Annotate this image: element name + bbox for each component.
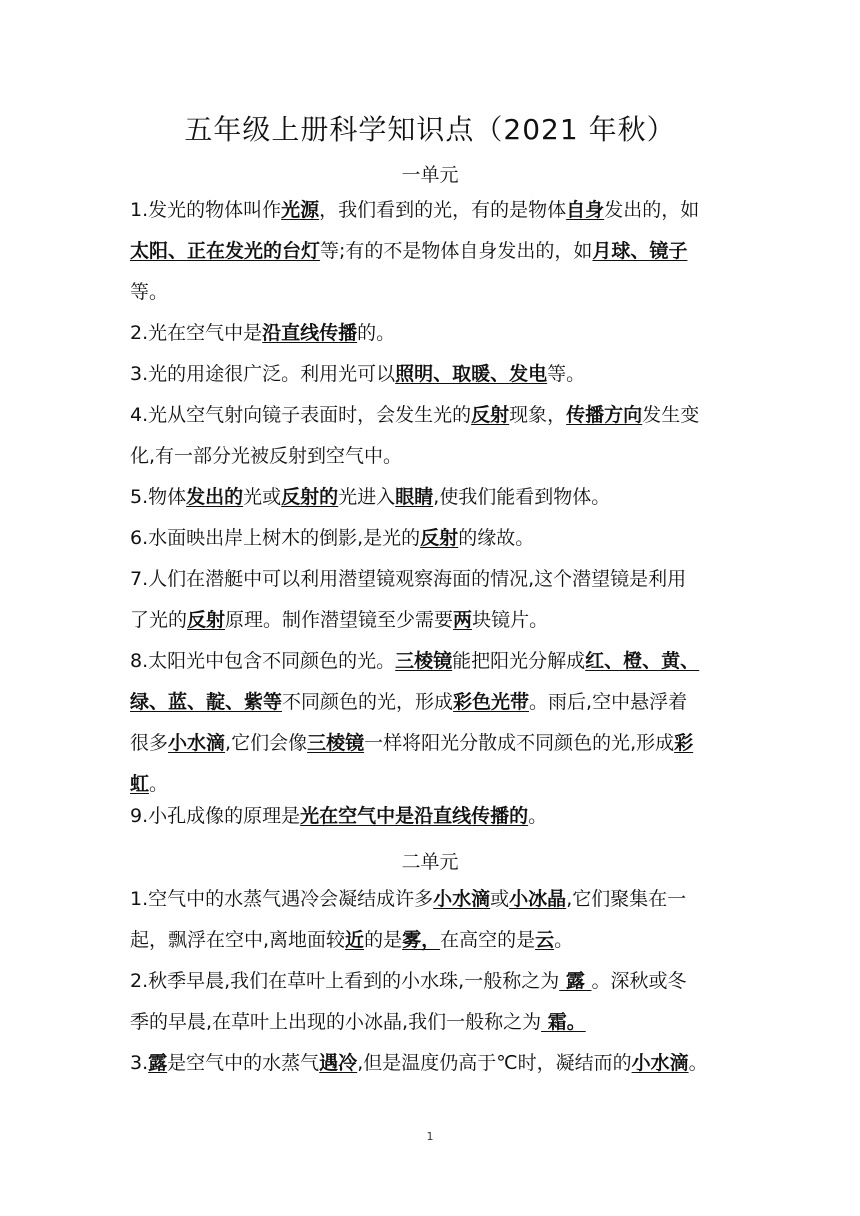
text-line bbox=[130, 600, 730, 641]
text-run: 的缘故。 bbox=[458, 527, 535, 549]
unit2-item-1 bbox=[130, 879, 730, 961]
text-run: 在高空的是 bbox=[440, 929, 536, 951]
keyword: 绿、蓝、靛、紫等 bbox=[130, 691, 283, 713]
text-run: 6.水面映出岸上树木的倒影,是光的 bbox=[130, 527, 421, 549]
text-line bbox=[130, 1002, 730, 1043]
text-line bbox=[130, 682, 730, 723]
text-run: 等。 bbox=[547, 363, 586, 385]
text-run: 8.太阳光中包含不同颜色的光。 bbox=[130, 650, 396, 672]
text-run: 的。 bbox=[357, 322, 396, 344]
keyword: 红、橙、黄、 bbox=[585, 650, 700, 672]
keyword: 传播方向 bbox=[566, 404, 643, 426]
text-run: 。 bbox=[528, 805, 548, 827]
unit-two-heading: 二单元 bbox=[401, 851, 459, 873]
unit1-item-7 bbox=[130, 559, 730, 641]
unit2-item-2 bbox=[130, 961, 730, 1043]
text-run: 。 bbox=[554, 929, 574, 951]
text-run: 。 bbox=[688, 1052, 708, 1074]
text-run: 。 bbox=[149, 773, 169, 795]
keyword: 霜。 bbox=[541, 1011, 586, 1033]
unit1-item-1 bbox=[130, 190, 730, 313]
keyword: 反射 bbox=[471, 404, 510, 426]
keyword: 露 bbox=[148, 1052, 168, 1074]
keyword: 彩色光带 bbox=[453, 691, 530, 713]
text-run: 3. bbox=[130, 1052, 149, 1074]
keyword: 近 bbox=[345, 929, 365, 951]
text-run: ,它们聚集在一 bbox=[566, 888, 687, 910]
keyword: 太阳、正在发光的台灯 bbox=[130, 240, 321, 262]
text-run: 光或 bbox=[243, 486, 282, 508]
unit-one-heading: 一单元 bbox=[401, 164, 459, 186]
keyword: 自身 bbox=[566, 199, 605, 221]
keyword: 眼睛 bbox=[395, 486, 434, 508]
text-run: 1.发光的物体叫作 bbox=[130, 199, 282, 221]
text-run: 能把阳光分解成 bbox=[452, 650, 586, 672]
keyword: 雾， bbox=[402, 929, 441, 951]
text-run: 一样将阳光分散成不同颜色的光,形成 bbox=[364, 732, 675, 754]
page-title: 五年级上册科学知识点（2021 年秋） bbox=[184, 113, 676, 146]
keyword: 彩 bbox=[674, 732, 694, 754]
text-run: 是空气中的水蒸气 bbox=[167, 1052, 320, 1074]
keyword: 沿直线传播 bbox=[262, 322, 358, 344]
text-run: 不同颜色的光，形成 bbox=[282, 691, 454, 713]
text-line: 等。 bbox=[130, 281, 169, 303]
keyword: 小水滴 bbox=[631, 1052, 689, 1074]
text-run: 很多 bbox=[130, 732, 169, 754]
keyword: 虹 bbox=[130, 773, 150, 795]
keyword: 两 bbox=[453, 609, 473, 631]
keyword: 光源 bbox=[281, 199, 320, 221]
keyword: 云 bbox=[535, 929, 555, 951]
unit1-item-2 bbox=[130, 313, 730, 354]
text-run: ,使我们能看到物体。 bbox=[433, 486, 611, 508]
text-line: 7.人们在潜艇中可以利用潜望镜观察海面的情况,这个潜望镜是利用 bbox=[130, 568, 687, 590]
text-line bbox=[130, 477, 730, 518]
text-run: 。雨后,空中悬浮着 bbox=[529, 691, 688, 713]
text-run: 原理。制作潜望镜至少需要 bbox=[225, 609, 454, 631]
keyword: 露 bbox=[559, 970, 592, 992]
keyword: 月球、镜子 bbox=[592, 240, 688, 262]
keyword: 小冰晶 bbox=[509, 888, 567, 910]
text-line bbox=[130, 723, 730, 764]
text-line bbox=[130, 641, 730, 682]
text-run: 块镜片。 bbox=[472, 609, 549, 631]
text-run: 4.光从空气射向镜子表面时，会发生光的 bbox=[130, 404, 472, 426]
keyword: 照明、取暖、发电 bbox=[395, 363, 548, 385]
text-line bbox=[130, 313, 730, 354]
text-run: 5.物体 bbox=[130, 486, 187, 508]
unit1-item-8 bbox=[130, 641, 730, 805]
unit1-item-9 bbox=[130, 796, 730, 837]
text-run: 等;有的不是物体自身发出的，如 bbox=[320, 240, 593, 262]
text-run: 的是 bbox=[364, 929, 403, 951]
text-run: 2.光在空气中是 bbox=[130, 322, 263, 344]
text-run: 发生变 bbox=[642, 404, 700, 426]
text-run: 起，飘浮在空中,离地面较 bbox=[130, 929, 346, 951]
text-run: 3.光的用途很广泛。利用光可以 bbox=[130, 363, 396, 385]
text-run: ，我们看到的光，有的是物体 bbox=[319, 199, 567, 221]
unit1-item-3 bbox=[130, 354, 730, 395]
text-line bbox=[130, 395, 730, 436]
keyword: 光在空气中是沿直线传播的 bbox=[300, 805, 529, 827]
keyword: 小水滴 bbox=[168, 732, 226, 754]
text-run: 了光的 bbox=[130, 609, 188, 631]
text-run: 发出的，如 bbox=[604, 199, 700, 221]
unit1-item-4 bbox=[130, 395, 730, 477]
text-line: 化,有一部分光被反射到空气中。 bbox=[130, 445, 403, 467]
keyword: 小水滴 bbox=[433, 888, 491, 910]
unit1-item-6 bbox=[130, 518, 730, 559]
unit2-item-3 bbox=[130, 1043, 730, 1084]
text-run: 9.小孔成像的原理是 bbox=[130, 805, 301, 827]
text-line bbox=[130, 354, 730, 395]
keyword: 反射 bbox=[187, 609, 226, 631]
text-line bbox=[130, 920, 730, 961]
keyword: 三棱镜 bbox=[307, 732, 365, 754]
text-line bbox=[130, 190, 730, 231]
text-run: 现象， bbox=[509, 404, 567, 426]
keyword: 三棱镜 bbox=[395, 650, 453, 672]
unit1-item-5 bbox=[130, 477, 730, 518]
text-run: 1.空气中的水蒸气遇冷会凝结成许多 bbox=[130, 888, 434, 910]
text-run: ,但是温度仍高于℃时，凝结而的 bbox=[357, 1052, 632, 1074]
text-run: 季的早晨,在草叶上出现的小冰晶,我们一般称之为 bbox=[130, 1011, 542, 1033]
text-line bbox=[130, 961, 730, 1002]
text-line bbox=[130, 518, 730, 559]
keyword: 发出的 bbox=[186, 486, 244, 508]
keyword: 遇冷 bbox=[319, 1052, 358, 1074]
keyword: 反射 bbox=[420, 527, 459, 549]
text-run: 。深秋或冬 bbox=[591, 970, 687, 992]
text-run: 光进入 bbox=[338, 486, 396, 508]
text-line bbox=[130, 879, 730, 920]
text-run: 或 bbox=[490, 888, 510, 910]
text-line bbox=[130, 231, 730, 272]
keyword: 反射的 bbox=[281, 486, 339, 508]
page-number: 1 bbox=[426, 1130, 434, 1143]
text-line bbox=[130, 1043, 730, 1084]
text-line bbox=[130, 796, 730, 837]
text-run: 2.秋季早晨,我们在草叶上看到的小水珠,一般称之为 bbox=[130, 970, 560, 992]
text-run: ,它们会像 bbox=[225, 732, 308, 754]
